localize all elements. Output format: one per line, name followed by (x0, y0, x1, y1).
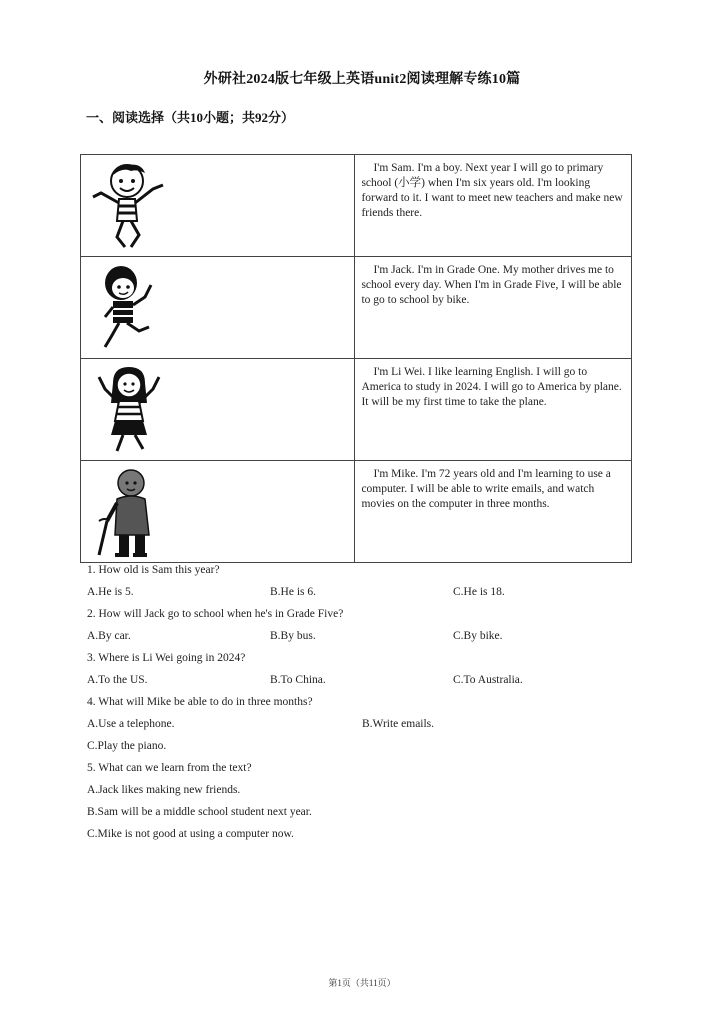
passage-row (81, 461, 632, 563)
option-c[interactable]: C.To Australia. (453, 674, 523, 686)
passage-cell (355, 359, 632, 461)
page-footer: 第1页（共11页） (328, 978, 396, 988)
question-stem: 2. How will Jack go to school when he's in Grade Five? (87, 608, 344, 620)
picture-cell (81, 257, 355, 359)
boy-running-figure (87, 261, 177, 355)
option-a[interactable]: A.Jack likes making new friends. (87, 784, 241, 796)
option-c[interactable]: C.Play the piano. (87, 740, 167, 752)
girl-cheering-figure (87, 363, 177, 457)
document-title: 外研社2024版七年级上英语unit2阅读理解专练10篇 (203, 72, 521, 87)
question-stem: 4. What will Mike be able to do in three months? (87, 696, 313, 708)
passage-row (81, 257, 632, 359)
option-c[interactable]: C.By bike. (453, 630, 503, 642)
old-man-cane-figure (87, 465, 177, 559)
passage-row (81, 155, 632, 257)
passage-cell (355, 155, 632, 257)
question-stem: 3. Where is Li Wei going in 2024? (87, 652, 246, 664)
passage-row (81, 359, 632, 461)
option-a[interactable]: A.Use a telephone. (87, 718, 175, 730)
picture-cell (81, 461, 355, 563)
option-b[interactable]: B.To China. (270, 674, 326, 686)
passage-text: I'm Mike. I'm 72 years old and I'm learning to use a computer. I will be able to write emails, and watch movies on the computer in three months. (361, 468, 611, 510)
passage-text: I'm Li Wei. I like learning English. I will go to America to study in 2024. I will go to America by plane. It will be my first time to take the plane. (361, 366, 622, 408)
passage-cell (355, 257, 632, 359)
option-b[interactable]: B.By bus. (270, 630, 316, 642)
question-stem: 1. How old is Sam this year? (87, 564, 220, 576)
option-c[interactable]: C.Mike is not good at using a computer now. (87, 828, 294, 840)
option-a[interactable]: A.He is 5. (87, 586, 134, 598)
picture-cell (81, 359, 355, 461)
option-a[interactable]: A.To the US. (87, 674, 148, 686)
boy-jumping-figure (87, 159, 177, 253)
passage-text: I'm Jack. I'm in Grade One. My mother drives me to school every day. When I'm in Grade Five, I will be able to go to school by bike. (361, 264, 622, 306)
option-b[interactable]: B.Sam will be a middle school student next year. (87, 806, 312, 818)
passage-cell (355, 461, 632, 563)
passage-table (80, 154, 632, 563)
picture-cell (81, 155, 355, 257)
option-c[interactable]: C.He is 18. (453, 586, 505, 598)
section-heading: 一、阅读选择（共10小题；共92分） (86, 110, 295, 125)
option-a[interactable]: A.By car. (87, 630, 131, 642)
passage-text: I'm Sam. I'm a boy. Next year I will go to primary school (小学) when I'm six years old. I'm looking forward to it. I want to meet new teachers and make new friends there. (361, 162, 623, 219)
option-b[interactable]: B.He is 6. (270, 586, 316, 598)
question-stem: 5. What can we learn from the text? (87, 762, 252, 774)
option-b[interactable]: B.Write emails. (362, 718, 435, 730)
